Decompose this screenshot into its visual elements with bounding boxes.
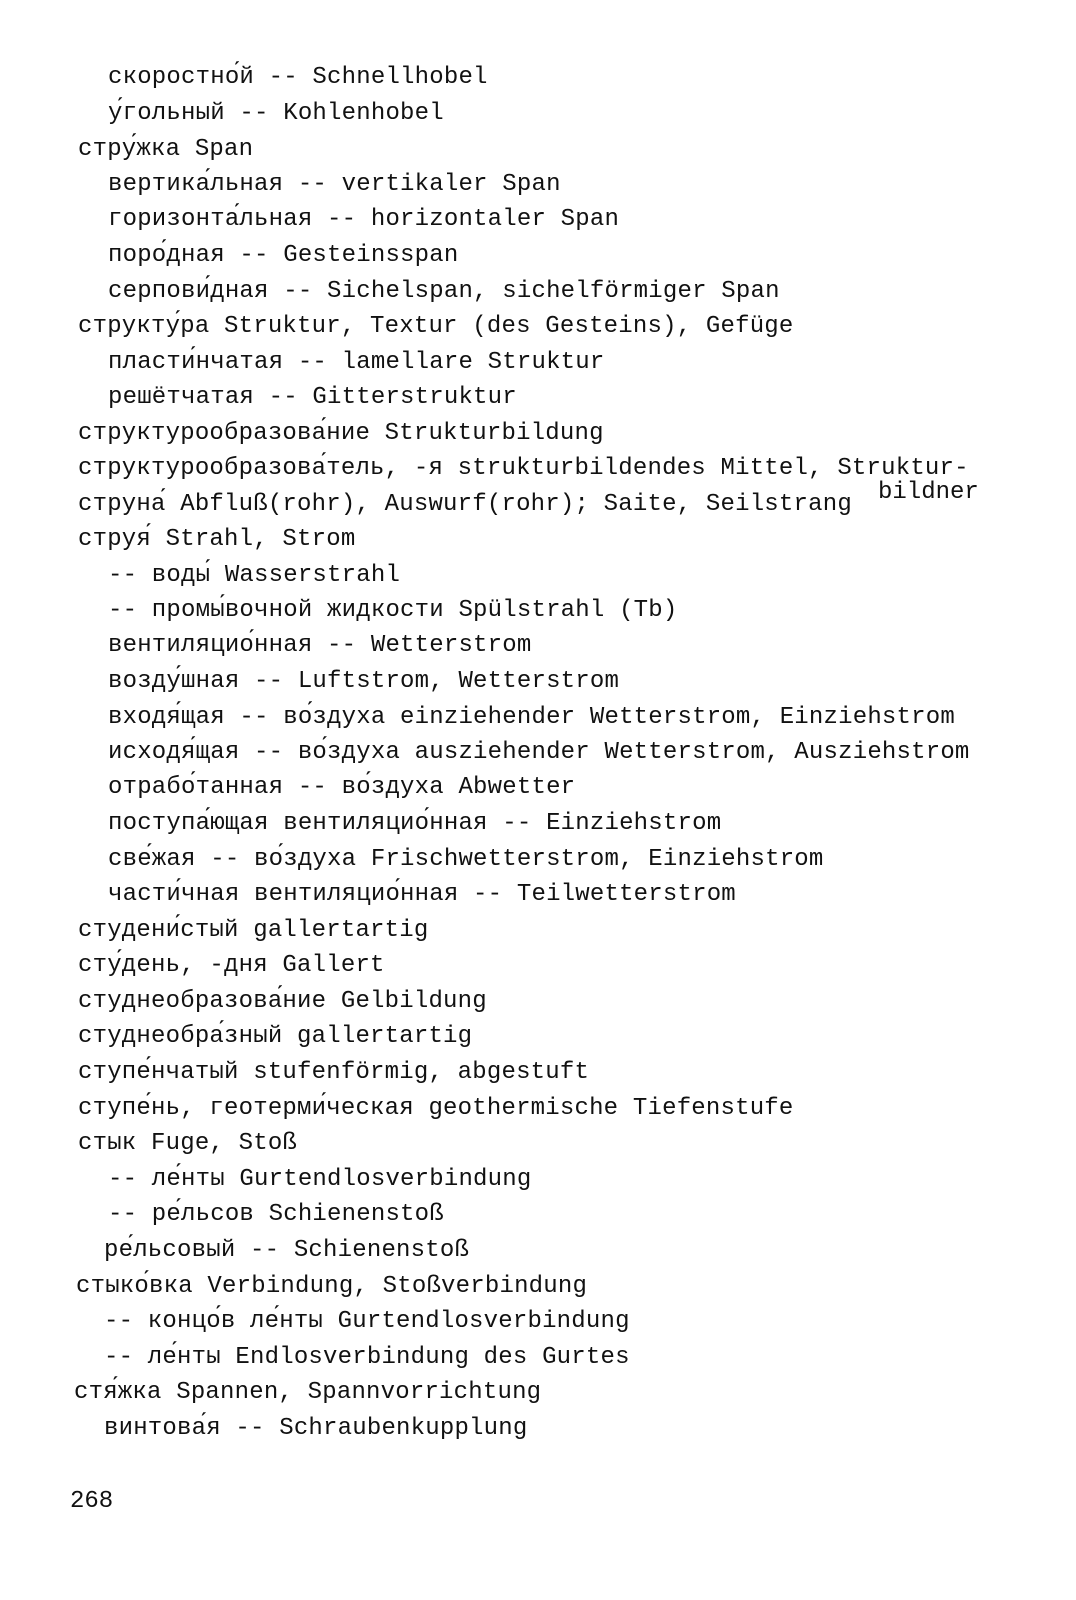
page-number: 268 — [70, 1488, 114, 1515]
dictionary-entry: студнеобра́зный gallertartig — [78, 1023, 473, 1050]
dictionary-entry: стру́жка Span — [78, 136, 254, 163]
dictionary-entry: ступе́нчатый stufenförmig, abgestuft — [78, 1059, 590, 1086]
dictionary-entry: вентиляцио́нная -- Wetterstrom — [108, 632, 532, 659]
dictionary-entry: пласти́нчатая -- lamellare Struktur — [108, 349, 605, 376]
dictionary-entry: -- ле́нты Gurtendlosverbindung — [108, 1166, 532, 1193]
dictionary-entry: -- ле́нты Endlosverbindung des Gurtes — [104, 1344, 630, 1371]
dictionary-entry: ступе́нь, геотерми́ческая geothermische Tiefenstufe — [78, 1095, 794, 1122]
dictionary-entry: горизонта́льная -- horizontaler Span — [108, 206, 620, 233]
dictionary-entry: структурообразова́ние Strukturbildung — [78, 420, 604, 447]
dictionary-entry: -- концо́в ле́нты Gurtendlosverbindung — [104, 1308, 630, 1335]
dictionary-entry: струна́ Abfluß(rohr), Auswurf(rohr); Saite, Seilstrang — [78, 491, 852, 518]
dictionary-entry: структу́ра Struktur, Textur (des Gesteins), Gefüge — [78, 313, 794, 340]
dictionary-entry: студнеобразова́ние Gelbildung — [78, 988, 487, 1015]
dictionary-entry: отрабо́танная -- во́здуха Abwetter — [108, 774, 576, 801]
dictionary-entry: возду́шная -- Luftstrom, Wetterstrom — [108, 668, 620, 695]
dictionary-entry: скоростно́й -- Schnellhobel — [108, 64, 488, 91]
dictionary-entry: структурообразова́тель, -я strukturbildendes Mittel, Struktur- — [78, 455, 969, 482]
dictionary-entry: струя́ Strahl, Strom — [78, 526, 356, 553]
dictionary-entry: исходя́щая -- во́здуха ausziehender Wetterstrom, Ausziehstrom — [108, 739, 970, 766]
dictionary-entry: решётчатая -- Gitterstruktur — [108, 384, 517, 411]
dictionary-entry: -- промы́вочной жидкости Spülstrahl (Tb) — [108, 597, 678, 624]
dictionary-entry: -- воды́ Wasserstrahl — [108, 562, 401, 589]
dictionary-entry: стыко́вка Verbindung, Stoßverbindung — [76, 1273, 588, 1300]
dictionary-entry: студени́стый gallertartig — [78, 917, 429, 944]
dictionary-entry: све́жая -- во́здуха Frischwetterstrom, Einziehstrom — [108, 846, 824, 873]
dictionary-entry: входя́щая -- во́здуха einziehender Wetterstrom, Einziehstrom — [108, 704, 955, 731]
dictionary-entry: у́гольный -- Kohlenhobel — [108, 100, 444, 127]
continuation-text: bildner — [878, 479, 979, 506]
dictionary-entry: поро́дная -- Gesteinsspan — [108, 242, 459, 269]
dictionary-entry: -- ре́льсов Schienenstoß — [108, 1201, 444, 1228]
dictionary-entry: поступа́ющая вентиляцио́нная -- Einziehstrom — [108, 810, 722, 837]
dictionary-entry: вертика́льная -- vertikaler Span — [108, 171, 561, 198]
dictionary-entry: ре́льсовый -- Schienenstoß — [104, 1237, 470, 1264]
dictionary-entry: стык Fuge, Stoß — [78, 1130, 298, 1157]
dictionary-entry: винтова́я -- Schraubenkupplung — [104, 1415, 528, 1442]
dictionary-entry: серпови́дная -- Sichelspan, sichelförmiger Span — [108, 278, 780, 305]
dictionary-entry: части́чная вентиляцио́нная -- Teilwetterstrom — [108, 881, 736, 908]
dictionary-entry: сту́день, -дня Gallert — [78, 952, 385, 979]
dictionary-entry: стя́жка Spannen, Spannvorrichtung — [74, 1379, 542, 1406]
